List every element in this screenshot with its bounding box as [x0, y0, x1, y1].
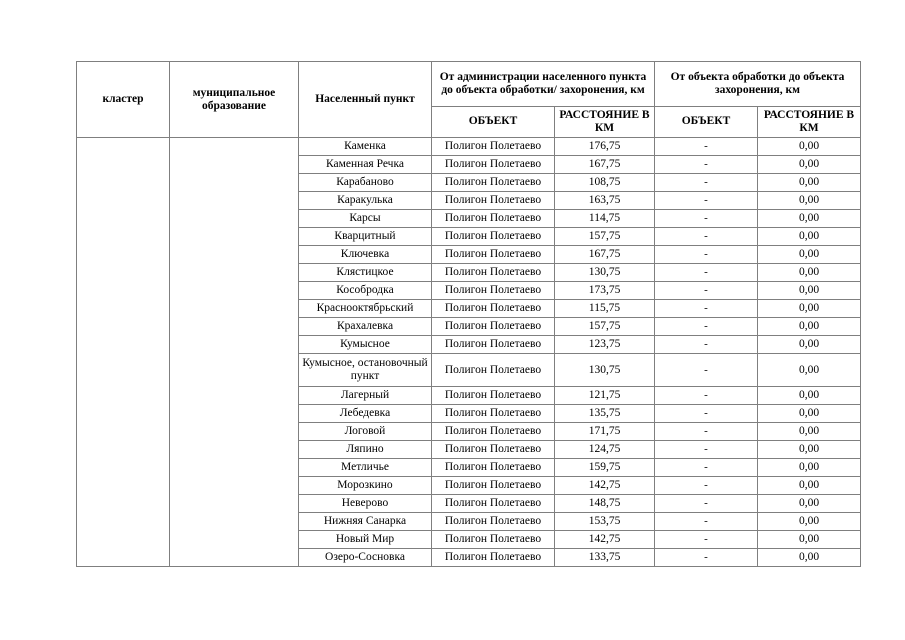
municipality-cell	[170, 138, 299, 567]
distance-cell: 159,75	[555, 459, 655, 477]
distance-2-cell: 0,00	[758, 174, 861, 192]
object-cell: Полигон Полетаево	[432, 336, 555, 354]
object-2-cell: -	[655, 459, 758, 477]
object-cell: Полигон Полетаево	[432, 174, 555, 192]
settlement-cell: Кумысное, остановочный пункт	[299, 354, 432, 387]
object-cell: Полигон Полетаево	[432, 531, 555, 549]
object-2-cell: -	[655, 387, 758, 405]
object-cell: Полигон Полетаево	[432, 318, 555, 336]
settlement-cell: Новый Мир	[299, 531, 432, 549]
distance-2-cell: 0,00	[758, 228, 861, 246]
distance-cell: 153,75	[555, 513, 655, 531]
settlement-cell: Ключевка	[299, 246, 432, 264]
object-2-cell: -	[655, 477, 758, 495]
object-cell: Полигон Полетаево	[432, 513, 555, 531]
distance-2-cell: 0,00	[758, 513, 861, 531]
object-cell: Полигон Полетаево	[432, 495, 555, 513]
distance-cell: 135,75	[555, 405, 655, 423]
settlement-cell: Кособродка	[299, 282, 432, 300]
object-cell: Полигон Полетаево	[432, 423, 555, 441]
distance-2-cell: 0,00	[758, 282, 861, 300]
settlement-cell: Нижняя Санарка	[299, 513, 432, 531]
object-cell: Полигон Полетаево	[432, 192, 555, 210]
distance-2-cell: 0,00	[758, 354, 861, 387]
distance-cell: 167,75	[555, 156, 655, 174]
distance-2-cell: 0,00	[758, 210, 861, 228]
settlement-cell: Логовой	[299, 423, 432, 441]
object-cell: Полигон Полетаево	[432, 300, 555, 318]
header-municipality: муниципальное образование	[170, 62, 299, 138]
header-group-admin-to-object: От администрации населенного пункта до объекта обработки/ захоронения, км	[432, 62, 655, 107]
object-2-cell: -	[655, 549, 758, 567]
object-cell: Полигон Полетаево	[432, 387, 555, 405]
header-group-object-to-burial: От объекта обработки до объекта захоронения, км	[655, 62, 861, 107]
distance-table	[76, 61, 861, 567]
distance-cell: 142,75	[555, 531, 655, 549]
object-cell: Полигон Полетаево	[432, 477, 555, 495]
distance-2-cell: 0,00	[758, 531, 861, 549]
distance-cell: 167,75	[555, 246, 655, 264]
object-2-cell: -	[655, 405, 758, 423]
settlement-cell: Неверово	[299, 495, 432, 513]
object-2-cell: -	[655, 513, 758, 531]
object-2-cell: -	[655, 318, 758, 336]
object-2-cell: -	[655, 441, 758, 459]
distance-cell: 176,75	[555, 138, 655, 156]
distance-cell: 108,75	[555, 174, 655, 192]
settlement-cell: Лагерный	[299, 387, 432, 405]
distance-cell: 130,75	[555, 354, 655, 387]
object-2-cell: -	[655, 495, 758, 513]
distance-cell: 130,75	[555, 264, 655, 282]
object-cell: Полигон Полетаево	[432, 264, 555, 282]
distance-cell: 163,75	[555, 192, 655, 210]
distance-2-cell: 0,00	[758, 459, 861, 477]
object-cell: Полигон Полетаево	[432, 228, 555, 246]
object-cell: Полигон Полетаево	[432, 282, 555, 300]
distance-cell: 114,75	[555, 210, 655, 228]
object-2-cell: -	[655, 156, 758, 174]
distance-cell: 171,75	[555, 423, 655, 441]
distance-2-cell: 0,00	[758, 495, 861, 513]
table-body	[77, 138, 861, 567]
header-distance-2: РАССТОЯНИЕ В КМ	[758, 106, 861, 137]
distance-2-cell: 0,00	[758, 477, 861, 495]
settlement-cell: Ляпино	[299, 441, 432, 459]
distance-cell: 173,75	[555, 282, 655, 300]
header-cluster: кластер	[77, 62, 170, 138]
object-cell: Полигон Полетаево	[432, 210, 555, 228]
distance-2-cell: 0,00	[758, 405, 861, 423]
settlement-cell: Кумысное	[299, 336, 432, 354]
object-2-cell: -	[655, 282, 758, 300]
object-2-cell: -	[655, 138, 758, 156]
settlement-cell: Метличье	[299, 459, 432, 477]
object-2-cell: -	[655, 210, 758, 228]
header-settlement: Населенный пункт	[299, 62, 432, 138]
object-2-cell: -	[655, 228, 758, 246]
object-cell: Полигон Полетаево	[432, 459, 555, 477]
distance-cell: 157,75	[555, 228, 655, 246]
settlement-cell: Крахалевка	[299, 318, 432, 336]
object-cell: Полигон Полетаево	[432, 405, 555, 423]
object-2-cell: -	[655, 423, 758, 441]
settlement-cell: Каменка	[299, 138, 432, 156]
settlement-cell: Каракулька	[299, 192, 432, 210]
object-2-cell: -	[655, 336, 758, 354]
cluster-cell	[77, 138, 170, 567]
object-2-cell: -	[655, 354, 758, 387]
distance-2-cell: 0,00	[758, 192, 861, 210]
distance-cell: 123,75	[555, 336, 655, 354]
distance-2-cell: 0,00	[758, 300, 861, 318]
distance-2-cell: 0,00	[758, 387, 861, 405]
settlement-cell: Каменная Речка	[299, 156, 432, 174]
settlement-cell: Клястицкое	[299, 264, 432, 282]
distance-cell: 148,75	[555, 495, 655, 513]
header-object-1: ОБЪЕКТ	[432, 106, 555, 137]
object-cell: Полигон Полетаево	[432, 156, 555, 174]
object-2-cell: -	[655, 246, 758, 264]
object-cell: Полигон Полетаево	[432, 549, 555, 567]
object-2-cell: -	[655, 174, 758, 192]
settlement-cell: Карсы	[299, 210, 432, 228]
table-row	[77, 138, 861, 156]
distance-2-cell: 0,00	[758, 441, 861, 459]
settlement-cell: Лебедевка	[299, 405, 432, 423]
settlement-cell: Озеро-Сосновка	[299, 549, 432, 567]
object-2-cell: -	[655, 264, 758, 282]
object-cell: Полигон Полетаево	[432, 441, 555, 459]
object-cell: Полигон Полетаево	[432, 138, 555, 156]
settlement-cell: Кварцитный	[299, 228, 432, 246]
settlement-cell: Карабаново	[299, 174, 432, 192]
object-cell: Полигон Полетаево	[432, 354, 555, 387]
object-2-cell: -	[655, 192, 758, 210]
object-2-cell: -	[655, 531, 758, 549]
distance-2-cell: 0,00	[758, 318, 861, 336]
header-object-2: ОБЪЕКТ	[655, 106, 758, 137]
distance-2-cell: 0,00	[758, 246, 861, 264]
distance-2-cell: 0,00	[758, 423, 861, 441]
distance-cell: 133,75	[555, 549, 655, 567]
distance-2-cell: 0,00	[758, 156, 861, 174]
header-distance-1: РАССТОЯНИЕ В КМ	[555, 106, 655, 137]
distance-cell: 142,75	[555, 477, 655, 495]
object-cell: Полигон Полетаево	[432, 246, 555, 264]
distance-2-cell: 0,00	[758, 336, 861, 354]
object-2-cell: -	[655, 300, 758, 318]
distance-2-cell: 0,00	[758, 549, 861, 567]
distance-2-cell: 0,00	[758, 138, 861, 156]
distance-2-cell: 0,00	[758, 264, 861, 282]
distance-cell: 121,75	[555, 387, 655, 405]
distance-cell: 157,75	[555, 318, 655, 336]
distance-cell: 124,75	[555, 441, 655, 459]
settlement-cell: Морозкино	[299, 477, 432, 495]
settlement-cell: Краснооктябрьский	[299, 300, 432, 318]
distance-cell: 115,75	[555, 300, 655, 318]
